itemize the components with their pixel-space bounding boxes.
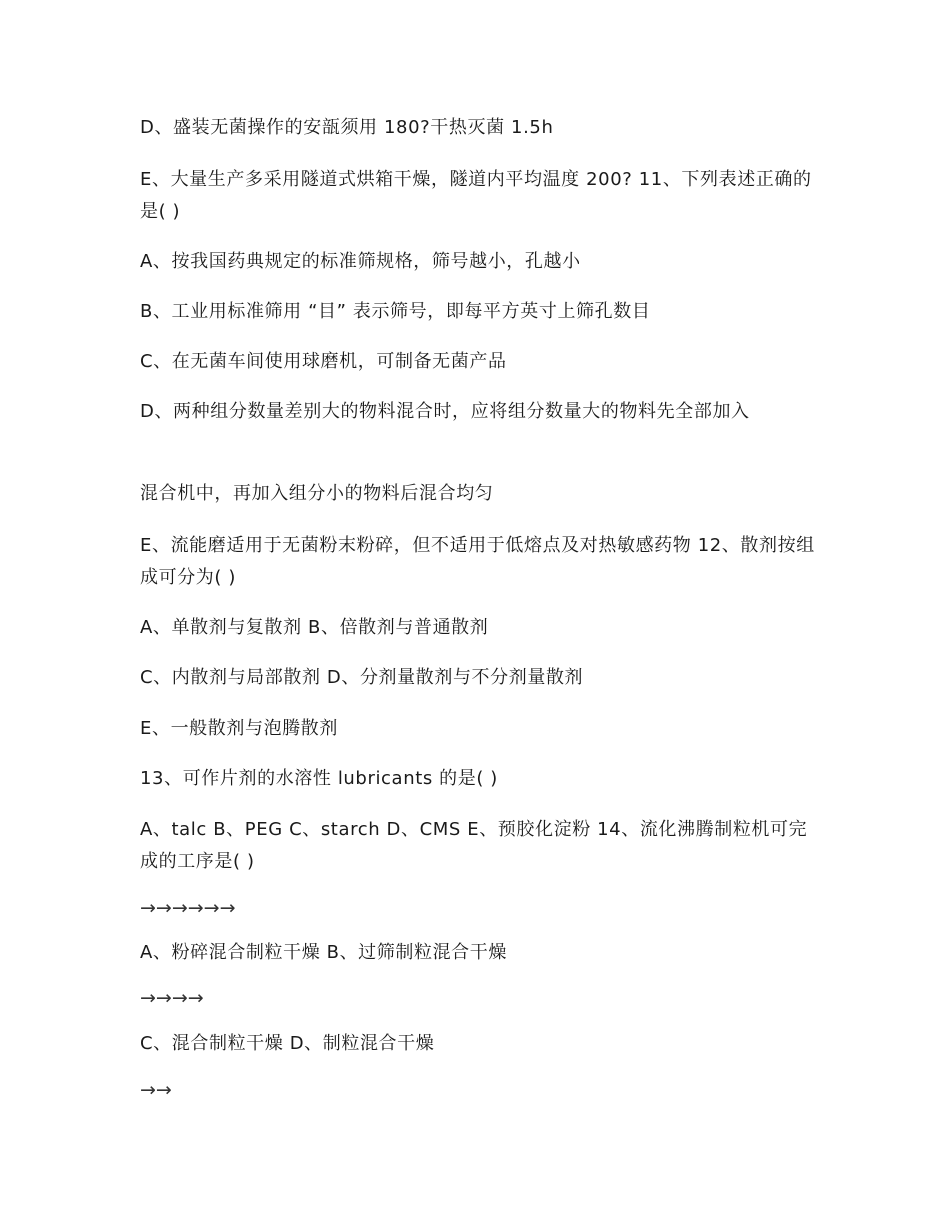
text-line-4: B、工业用标准筛用 “目” 表示筛号，即每平方英寸上筛孔数目: [140, 301, 651, 322]
arrow-sequence-3: →→: [140, 1079, 172, 1101]
arrow-sequence-1: →→→→→→: [140, 897, 236, 919]
text-line-12: 13、可作片剂的水溶性 lubricants 的是( ): [140, 768, 498, 789]
text-line-13: A、talc B、PEG C、starch D、CMS E、预胶化淀粉 14、流化沸腾制粒机可完成的工序是( ): [140, 819, 808, 872]
text-line-1: D、盛装无菌操作的安瓿须用 180?干热灭菌 1.5h: [140, 117, 554, 138]
text-line-2: E、大量生产多采用隧道式烘箱干燥，隧道内平均温度 200? 11、下列表述正确的是( ): [140, 169, 812, 222]
text-line-5: C、在无菌车间使用球磨机，可制备无菌产品: [140, 351, 507, 372]
text-line-15: A、粉碎混合制粒干燥 B、过筛制粒混合干燥: [140, 942, 507, 963]
text-line-8: E、流能磨适用于无菌粉末粉碎，但不适用于低熔点及对热敏感药物 12、散剂按组成可分为( ): [140, 535, 815, 588]
text-line-17: C、混合制粒干燥 D、制粒混合干燥: [140, 1033, 435, 1054]
text-line-11: E、一般散剂与泡腾散剂: [140, 718, 338, 739]
text-line-3: A、按我国药典规定的标准筛规格，筛号越小，孔越小: [140, 251, 581, 272]
text-line-10: C、内散剂与局部散剂 D、分剂量散剂与不分剂量散剂: [140, 667, 584, 688]
text-line-9: A、单散剂与复散剂 B、倍散剂与普通散剂: [140, 617, 489, 638]
arrow-sequence-2: →→→→: [140, 987, 204, 1009]
text-line-6: D、两种组分数量差别大的物料混合时，应将组分数量大的物料先全部加入: [140, 401, 750, 422]
text-line-7: 混合机中，再加入组分小的物料后混合均匀: [140, 483, 494, 504]
